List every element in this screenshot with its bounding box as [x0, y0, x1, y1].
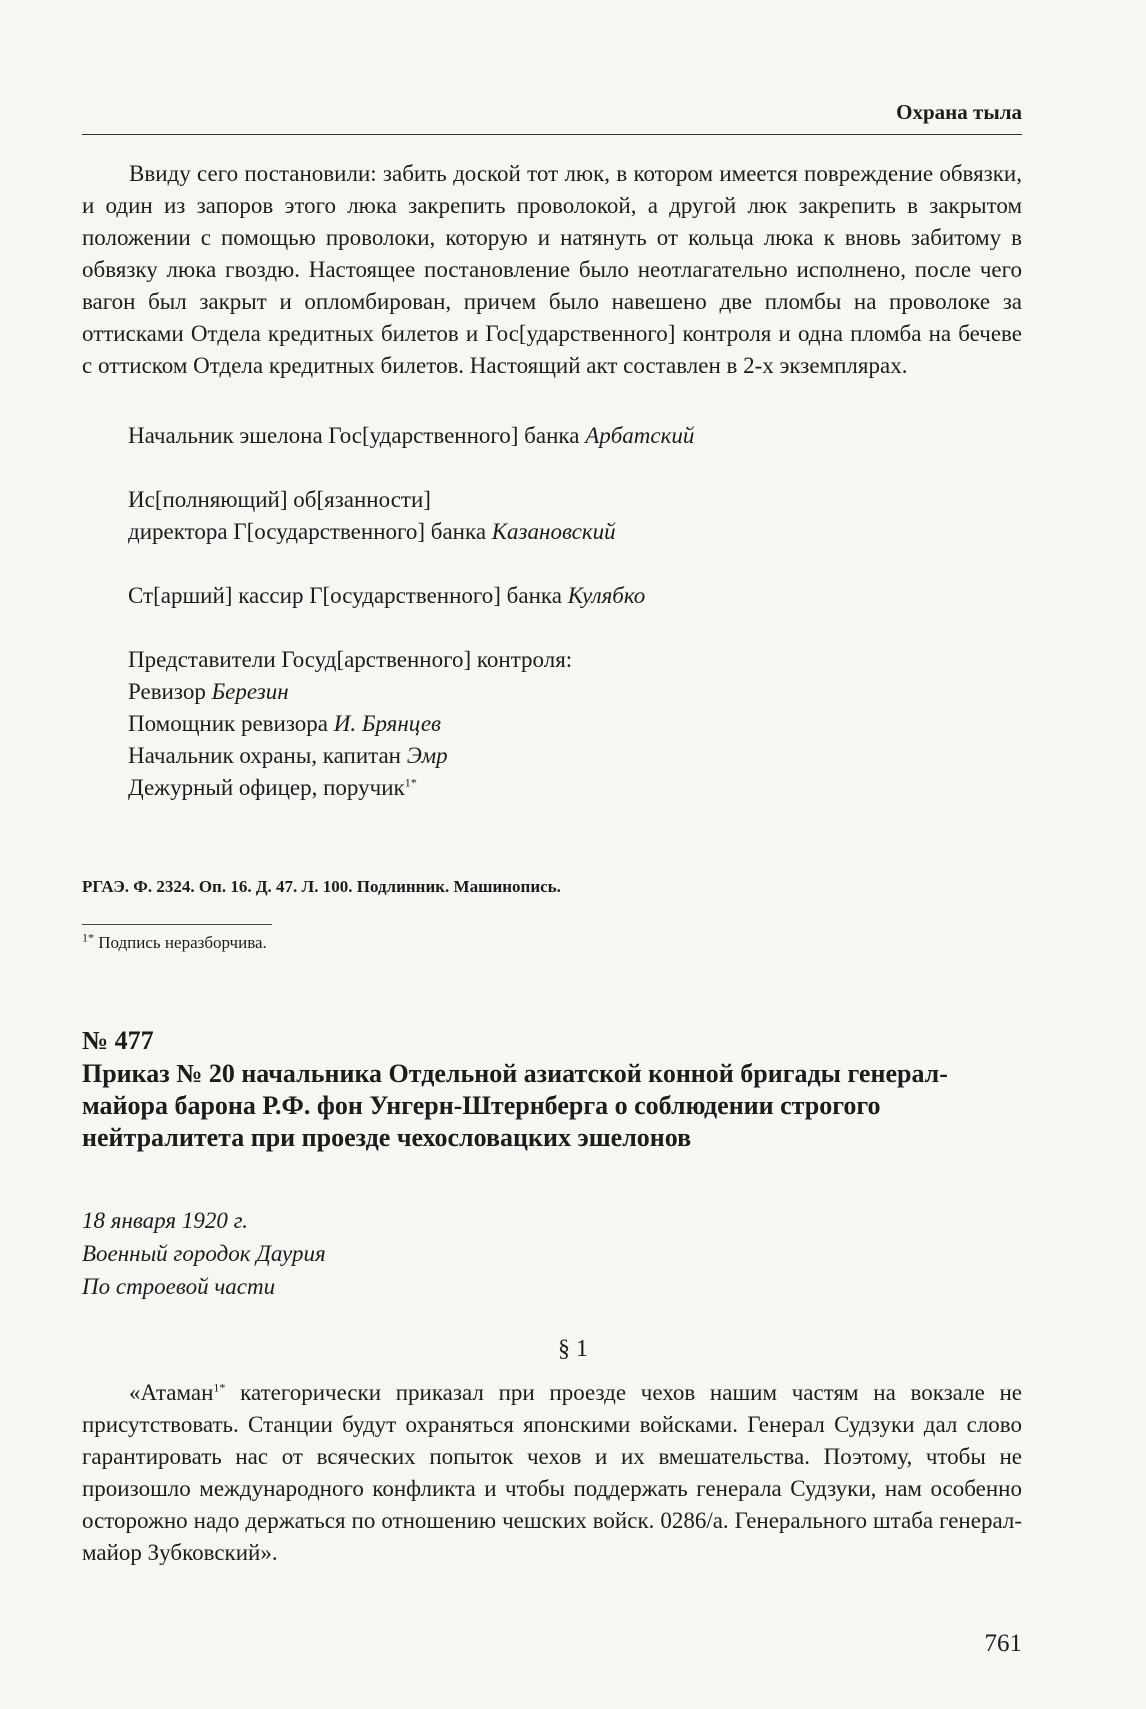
signature-chief-echelon [128, 420, 694, 452]
signature-name: Казановский [491, 519, 616, 544]
signature-name: Эмр [406, 743, 448, 768]
document-place: Военный городок Даурия [82, 1241, 326, 1266]
document-number: № 477 [82, 1026, 154, 1055]
running-header: Охрана тыла [896, 100, 1022, 124]
document-unit: По строевой части [82, 1274, 276, 1299]
document-title: Приказ № 20 начальника Отдельной азиатской конной бригады генерал-майора барона Р.Ф. фон Унгерн-Штернберга о соблюдении строгого нейтралитета при проезде чехословацких эшелонов [82, 1059, 948, 1152]
signature-title: директора Г[осударственного] банка [128, 519, 487, 544]
control-representatives: Представители Госуд[арственного] контроля: [128, 647, 573, 672]
signature-name: Кулябко [567, 583, 646, 608]
signature-title: Помощник ревизора [128, 711, 329, 736]
signature-name: Березин [211, 679, 289, 704]
footnote-ref: 1* [213, 1380, 226, 1395]
signature-name: Арбатский [585, 423, 695, 448]
document-date: 18 января 1920 г. [82, 1208, 248, 1233]
signature-assistant-auditor [128, 708, 441, 740]
footnote-text: Подпись неразборчива. [98, 933, 267, 952]
footnote-rule [82, 924, 272, 925]
signature-acting-director [128, 516, 616, 548]
signature-name: И. Брянцев [333, 711, 442, 736]
archival-source: РГАЭ. Ф. 2324. Оп. 16. Д. 47. Л. 100. Подлинник. Машинопись. [82, 877, 561, 896]
signature-title: Дежурный офицер, поручик [128, 775, 405, 800]
header-rule [82, 134, 1022, 135]
signature-title: Ст[арший] кассир Г[осударственного] банка [128, 583, 562, 608]
footnote-ref: 1* [404, 775, 417, 790]
signature-duty-officer [128, 772, 417, 804]
order-paragraph [82, 1377, 1022, 1569]
order-text-open: «Атаман [129, 1380, 214, 1405]
section-heading: § 1 [558, 1336, 588, 1362]
footnote [82, 930, 267, 953]
signature-title: Начальник охраны, капитан [128, 743, 401, 768]
signature-auditor [128, 676, 289, 708]
footnote-mark: 1* [82, 930, 94, 945]
order-text: категорически приказал при проезде чехов нашим частям на вокзале не присутствовать. Станции будут охраняться японскими войсками. Генерал Судзуки дал слово гарантировать нас от всяческих попыток чехов и их вмешательства. Поэтому, чтобы не произошло международного конфликта и чтобы поддержать генерала Судзуки, нам особенно осторожно надо держаться по отношению чешских войск. 0286/а. Генерального штаба генерал-майор Зубковский». [82, 1380, 1022, 1565]
act-paragraph: Ввиду сего постановили: забить доской тот люк, в котором имеется повреждение обвязки, и один из запоров этого люка закрепить проволокой, а другой люк закрепить в закрытом положении с помощью проволоки, которую и натянуть от кольца люка к вновь забитому в обвязку люка гвоздю. Настоящее постановление было неотлагательно исполнено, после чего вагон был закрыт и опломбирован, причем было навешено две пломбы на проволоке за оттисками Отдела кредитных билетов и Гос[ударственного] контроля и одна пломба на бечеве с оттиском Отдела кредитных билетов. Настоящий акт составлен в 2-х экземплярах. [82, 161, 1022, 378]
signature-acting-director-line1: Ис[полняющий] об[язанности] [128, 487, 431, 512]
signature-title: Ревизор [128, 679, 206, 704]
signature-guard-chief [128, 740, 448, 772]
signature-senior-cashier [128, 580, 645, 612]
page-number: 761 [984, 1630, 1022, 1657]
signature-title: Начальник эшелона Гос[ударственного] банка [128, 423, 580, 448]
